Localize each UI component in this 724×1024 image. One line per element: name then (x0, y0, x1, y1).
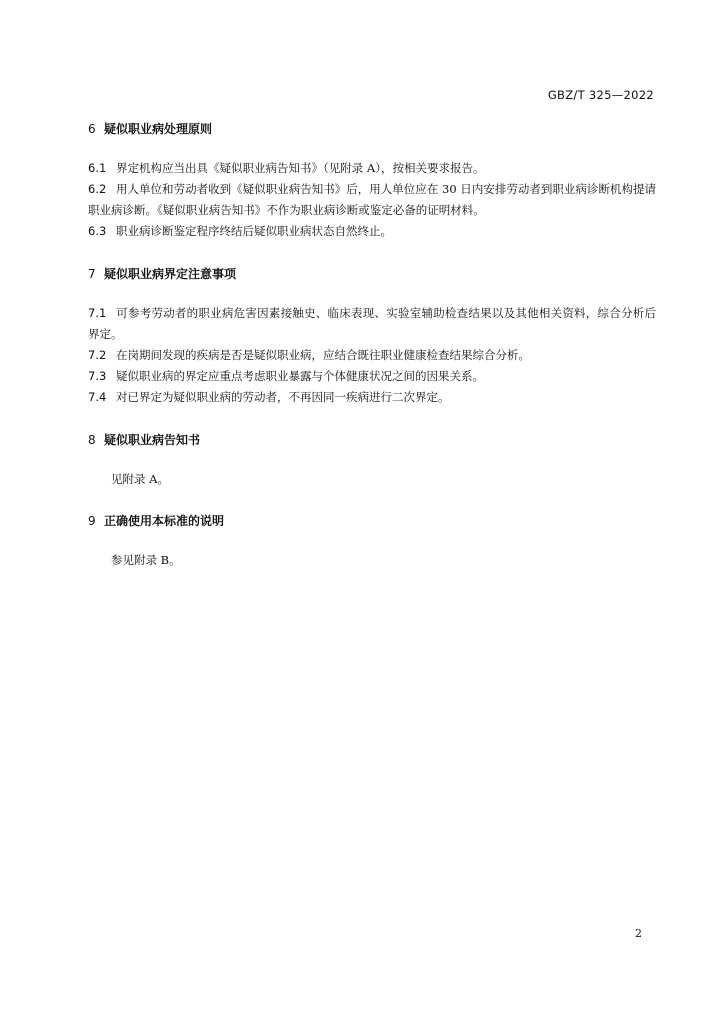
clause-number: 7.4 (88, 390, 107, 404)
section-heading (88, 120, 656, 138)
section-number: 6 (88, 122, 96, 136)
section-paragraph: 见附录 A。 (111, 472, 169, 486)
clause-number: 6.1 (88, 161, 107, 175)
clause-text: 职业病诊断鉴定程序终结后疑似职业病状态自然终止。 (116, 224, 392, 238)
section-number: 9 (88, 514, 96, 528)
clause-text: 可参考劳动者的职业病危害因素接触史、临床表现、实验室辅助检查结果以及其他相关资料，综合分析后界定。 (88, 306, 656, 341)
clause-text: 对已界定为疑似职业病的劳动者，不再因同一疾病进行二次界定。 (116, 390, 450, 404)
standard-code: GBZ/T 325—2022 (547, 88, 654, 102)
section-paragraph: 参见附录 B。 (111, 553, 181, 567)
clause-text: 在岗期间发现的疾病是否是疑似职业病，应结合既往职业健康检查结果综合分析。 (116, 348, 530, 362)
page-number: 2 (635, 927, 642, 940)
section-9 (88, 512, 656, 571)
section-number: 8 (88, 433, 96, 447)
clause-number: 6.2 (88, 182, 107, 196)
clause (88, 179, 656, 221)
clause-number: 6.3 (88, 224, 107, 238)
section-8 (88, 431, 656, 490)
section-heading (88, 265, 656, 283)
section-title: 疑似职业病告知书 (104, 433, 201, 447)
section-title: 疑似职业病界定注意事项 (104, 267, 237, 281)
clause (88, 387, 656, 408)
clause-text: 界定机构应当出具《疑似职业病告知书》（见附录 A），按相关要求报告。 (116, 161, 485, 175)
document-body (88, 120, 656, 571)
clause (88, 366, 656, 387)
section-6 (88, 120, 656, 242)
clause-number: 7.3 (88, 369, 107, 383)
clause-text: 用人单位和劳动者收到《疑似职业病告知书》后，用人单位应在 30 日内安排劳动者到职业病诊断机构提请职业病诊断。《疑似职业病告知书》不作为职业病诊断或鉴定必备的证明材料。 (88, 182, 656, 217)
section-title: 正确使用本标准的说明 (104, 514, 225, 528)
clause (88, 221, 656, 242)
section-7 (88, 265, 656, 408)
clause (88, 158, 656, 179)
clause-number: 7.1 (88, 306, 107, 320)
section-heading (88, 431, 656, 449)
section-heading (88, 512, 656, 530)
section-title: 疑似职业病处理原则 (104, 122, 213, 136)
clause-number: 7.2 (88, 348, 107, 362)
section-number: 7 (88, 267, 96, 281)
clause (88, 345, 656, 366)
clause-text: 疑似职业病的界定应重点考虑职业暴露与个体健康状况之间的因果关系。 (116, 369, 484, 383)
clause (88, 303, 656, 345)
